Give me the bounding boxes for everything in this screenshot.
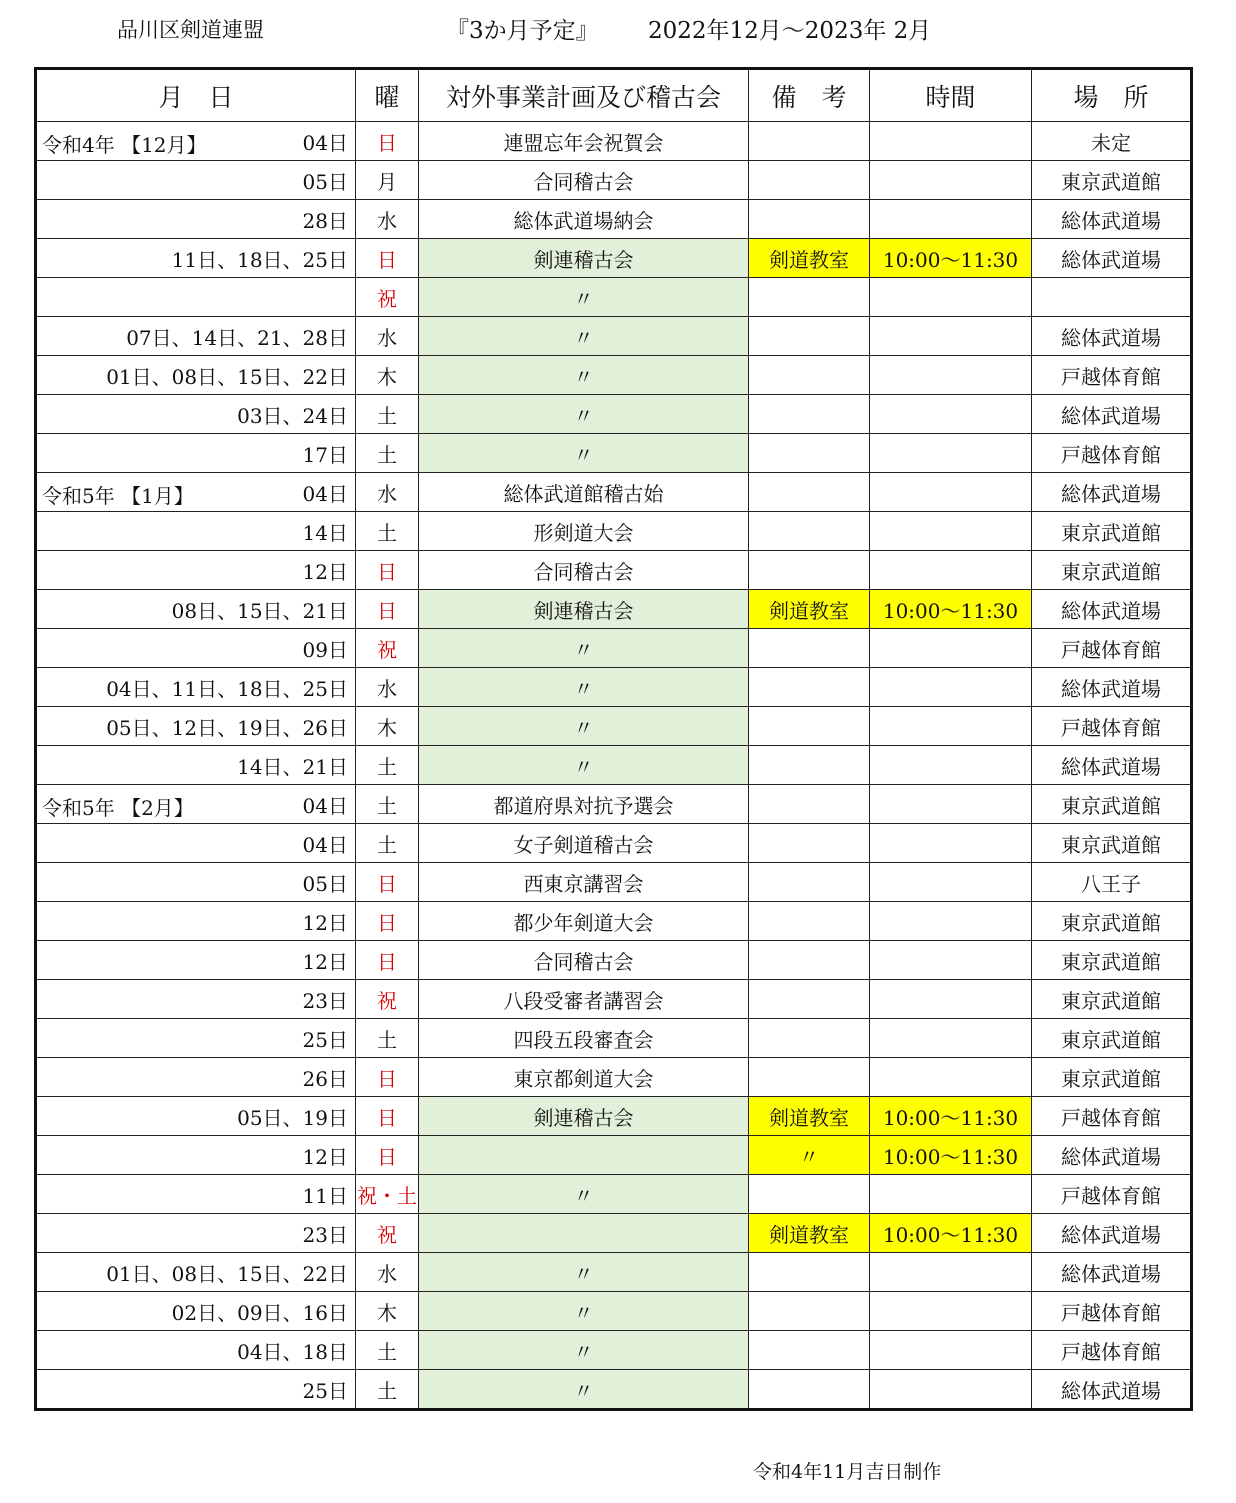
date-text: 12日 <box>302 559 348 584</box>
table-row <box>36 473 1192 512</box>
table-row <box>36 1097 1192 1136</box>
cell-event: 〃 <box>419 1253 749 1292</box>
cell-note <box>749 356 870 395</box>
cell-place: 総体武道場 <box>1032 473 1192 512</box>
table-row <box>36 356 1192 395</box>
cell-date <box>36 824 356 863</box>
cell-place: 総体武道場 <box>1032 395 1192 434</box>
cell-note: 剣道教室 <box>749 1214 870 1253</box>
cell-event: 〃 <box>419 356 749 395</box>
cell-time <box>870 863 1032 902</box>
cell-time <box>870 1370 1032 1410</box>
table-row <box>36 1331 1192 1370</box>
cell-event: 〃 <box>419 278 749 317</box>
cell-weekday: 土 <box>356 824 419 863</box>
cell-place: 東京武道館 <box>1032 941 1192 980</box>
table-row <box>36 395 1192 434</box>
cell-event: 女子剣道稽古会 <box>419 824 749 863</box>
cell-event: 〃 <box>419 434 749 473</box>
column-header-weekday: 曜 <box>356 69 419 122</box>
cell-place: 戸越体育館 <box>1032 1175 1192 1214</box>
cell-note <box>749 902 870 941</box>
cell-weekday: 月 <box>356 161 419 200</box>
cell-event: 〃 <box>419 746 749 785</box>
cell-time <box>870 200 1032 239</box>
date-text: 04日 <box>302 832 348 857</box>
cell-note: 剣道教室 <box>749 590 870 629</box>
date-text: 07日、14日、21、28日 <box>126 325 348 350</box>
column-header-time: 時間 <box>870 69 1032 122</box>
cell-date <box>36 980 356 1019</box>
cell-event: 総体武道館稽古始 <box>419 473 749 512</box>
cell-weekday: 水 <box>356 473 419 512</box>
cell-place: 総体武道場 <box>1032 1253 1192 1292</box>
cell-note <box>749 317 870 356</box>
cell-note <box>749 863 870 902</box>
date-text: 28日 <box>302 208 348 233</box>
date-text: 25日 <box>302 1027 348 1052</box>
cell-time <box>870 1019 1032 1058</box>
date-text: 11日、18日、25日 <box>171 247 348 272</box>
cell-event <box>419 1136 749 1175</box>
cell-weekday: 水 <box>356 200 419 239</box>
cell-note <box>749 395 870 434</box>
cell-date <box>36 278 356 317</box>
cell-place: 総体武道場 <box>1032 1136 1192 1175</box>
cell-date <box>36 317 356 356</box>
cell-weekday: 水 <box>356 317 419 356</box>
cell-event: 都少年剣道大会 <box>419 902 749 941</box>
date-text: 05日、19日 <box>237 1105 348 1130</box>
month-label: 令和4年 【12月】 <box>42 133 207 157</box>
cell-event: 〃 <box>419 707 749 746</box>
cell-time <box>870 668 1032 707</box>
cell-event: 都道府県対抗予選会 <box>419 785 749 824</box>
cell-place: 東京武道館 <box>1032 551 1192 590</box>
table-row <box>36 434 1192 473</box>
cell-place: 戸越体育館 <box>1032 707 1192 746</box>
cell-weekday: 日 <box>356 863 419 902</box>
table-row <box>36 1136 1192 1175</box>
cell-date <box>36 395 356 434</box>
table-row <box>36 512 1192 551</box>
cell-note <box>749 1370 870 1410</box>
cell-note <box>749 1292 870 1331</box>
cell-time <box>870 356 1032 395</box>
cell-place <box>1032 278 1192 317</box>
cell-note <box>749 629 870 668</box>
cell-time: 10:00〜11:30 <box>870 1136 1032 1175</box>
cell-weekday: 土 <box>356 746 419 785</box>
cell-event: 剣連稽古会 <box>419 590 749 629</box>
cell-place: 総体武道場 <box>1032 317 1192 356</box>
table-row <box>36 1019 1192 1058</box>
cell-weekday: 日 <box>356 902 419 941</box>
cell-weekday: 祝・土 <box>356 1175 419 1214</box>
table-header-row <box>36 69 1192 122</box>
date-text: 12日 <box>302 949 348 974</box>
date-text: 04日 <box>302 793 348 818</box>
cell-weekday: 土 <box>356 395 419 434</box>
date-text: 23日 <box>302 988 348 1013</box>
table-row <box>36 590 1192 629</box>
cell-weekday: 日 <box>356 1136 419 1175</box>
cell-weekday: 土 <box>356 434 419 473</box>
cell-note <box>749 1253 870 1292</box>
cell-date <box>36 785 356 824</box>
date-text: 12日 <box>302 1144 348 1169</box>
cell-note <box>749 551 870 590</box>
date-text: 08日、15日、21日 <box>171 598 348 623</box>
date-text: 14日、21日 <box>237 754 348 779</box>
cell-date <box>36 434 356 473</box>
date-text: 05日 <box>302 169 348 194</box>
cell-date <box>36 512 356 551</box>
cell-event: 東京都剣道大会 <box>419 1058 749 1097</box>
cell-weekday: 土 <box>356 512 419 551</box>
cell-weekday: 日 <box>356 551 419 590</box>
cell-date <box>36 590 356 629</box>
cell-event: 剣連稽古会 <box>419 1097 749 1136</box>
table-row <box>36 629 1192 668</box>
cell-date <box>36 746 356 785</box>
cell-event: 〃 <box>419 1331 749 1370</box>
cell-event: 〃 <box>419 668 749 707</box>
cell-date <box>36 161 356 200</box>
cell-note <box>749 941 870 980</box>
cell-time <box>870 707 1032 746</box>
cell-event: 西東京講習会 <box>419 863 749 902</box>
table-row <box>36 278 1192 317</box>
cell-note <box>749 746 870 785</box>
table-row <box>36 1175 1192 1214</box>
cell-date <box>36 707 356 746</box>
cell-weekday: 祝 <box>356 629 419 668</box>
cell-time: 10:00〜11:30 <box>870 1214 1032 1253</box>
column-header-event: 対外事業計画及び稽古会 <box>419 69 749 122</box>
table-row <box>36 785 1192 824</box>
cell-note <box>749 980 870 1019</box>
cell-date <box>36 902 356 941</box>
cell-date <box>36 1292 356 1331</box>
cell-note <box>749 122 870 161</box>
date-text: 04日、11日、18日、25日 <box>106 676 348 701</box>
month-label: 令和5年 【1月】 <box>42 484 194 508</box>
cell-date <box>36 473 356 512</box>
date-text: 17日 <box>302 442 348 467</box>
date-text: 26日 <box>302 1066 348 1091</box>
cell-date <box>36 1097 356 1136</box>
cell-time: 10:00〜11:30 <box>870 590 1032 629</box>
table-row <box>36 746 1192 785</box>
cell-note: 〃 <box>749 1136 870 1175</box>
cell-date <box>36 200 356 239</box>
cell-date <box>36 551 356 590</box>
cell-note <box>749 824 870 863</box>
cell-weekday: 土 <box>356 1331 419 1370</box>
table-row <box>36 1214 1192 1253</box>
cell-time <box>870 1058 1032 1097</box>
cell-note <box>749 200 870 239</box>
cell-weekday: 水 <box>356 668 419 707</box>
cell-weekday: 日 <box>356 122 419 161</box>
cell-time <box>870 512 1032 551</box>
cell-time <box>870 1175 1032 1214</box>
cell-note <box>749 473 870 512</box>
cell-date <box>36 941 356 980</box>
month-label: 令和5年 【2月】 <box>42 796 194 820</box>
cell-note: 剣道教室 <box>749 1097 870 1136</box>
cell-place: 東京武道館 <box>1032 902 1192 941</box>
date-text: 01日、08日、15日、22日 <box>106 1261 348 1286</box>
date-text: 09日 <box>302 637 348 662</box>
cell-weekday: 土 <box>356 785 419 824</box>
cell-place: 東京武道館 <box>1032 824 1192 863</box>
schedule-body <box>36 122 1192 1410</box>
date-text: 04日 <box>302 481 348 506</box>
cell-time <box>870 629 1032 668</box>
table-row <box>36 317 1192 356</box>
cell-weekday: 祝 <box>356 278 419 317</box>
table-row <box>36 902 1192 941</box>
cell-weekday: 日 <box>356 1058 419 1097</box>
date-text: 23日 <box>302 1222 348 1247</box>
cell-note <box>749 161 870 200</box>
cell-time <box>870 278 1032 317</box>
cell-time <box>870 902 1032 941</box>
cell-place: 東京武道館 <box>1032 1019 1192 1058</box>
table-row <box>36 161 1192 200</box>
cell-place: 東京武道館 <box>1032 980 1192 1019</box>
date-text: 11日 <box>302 1183 348 1208</box>
table-row <box>36 551 1192 590</box>
cell-note <box>749 707 870 746</box>
cell-place: 戸越体育館 <box>1032 1292 1192 1331</box>
cell-date <box>36 863 356 902</box>
cell-place: 東京武道館 <box>1032 785 1192 824</box>
table-row <box>36 1058 1192 1097</box>
cell-place: 総体武道場 <box>1032 746 1192 785</box>
cell-place: 戸越体育館 <box>1032 356 1192 395</box>
document-title: 『3か月予定』 <box>446 18 599 44</box>
cell-weekday: 木 <box>356 1292 419 1331</box>
cell-time <box>870 1331 1032 1370</box>
cell-date <box>36 629 356 668</box>
date-text: 12日 <box>302 910 348 935</box>
column-header-note: 備 考 <box>749 69 870 122</box>
cell-time <box>870 980 1032 1019</box>
cell-date <box>36 1253 356 1292</box>
cell-event: 八段受審者講習会 <box>419 980 749 1019</box>
cell-time <box>870 1292 1032 1331</box>
cell-time <box>870 1253 1032 1292</box>
cell-note <box>749 785 870 824</box>
date-text: 02日、09日、16日 <box>171 1300 348 1325</box>
table-row <box>36 200 1192 239</box>
date-text: 05日 <box>302 871 348 896</box>
cell-time <box>870 161 1032 200</box>
organization-name: 品川区剣道連盟 <box>117 18 264 42</box>
cell-place: 東京武道館 <box>1032 161 1192 200</box>
cell-time <box>870 434 1032 473</box>
cell-place: 総体武道場 <box>1032 239 1192 278</box>
cell-date <box>36 1175 356 1214</box>
table-row <box>36 707 1192 746</box>
cell-date <box>36 668 356 707</box>
cell-note <box>749 1175 870 1214</box>
date-text: 14日 <box>302 520 348 545</box>
cell-date <box>36 1370 356 1410</box>
cell-event: 〃 <box>419 629 749 668</box>
cell-time <box>870 395 1032 434</box>
date-text: 01日、08日、15日、22日 <box>106 364 348 389</box>
cell-event: 〃 <box>419 1175 749 1214</box>
cell-event: 連盟忘年会祝賀会 <box>419 122 749 161</box>
cell-date <box>36 122 356 161</box>
cell-event: 総体武道場納会 <box>419 200 749 239</box>
cell-place: 東京武道館 <box>1032 512 1192 551</box>
table-row <box>36 980 1192 1019</box>
cell-event: 四段五段審査会 <box>419 1019 749 1058</box>
cell-event: 〃 <box>419 1370 749 1410</box>
cell-note <box>749 1331 870 1370</box>
cell-weekday: 水 <box>356 1253 419 1292</box>
table-row <box>36 941 1192 980</box>
creation-note: 令和4年11月吉日制作 <box>753 1461 942 1483</box>
date-text: 25日 <box>302 1378 348 1403</box>
cell-place: 総体武道場 <box>1032 1214 1192 1253</box>
cell-weekday: 日 <box>356 239 419 278</box>
table-row <box>36 1253 1192 1292</box>
cell-weekday: 木 <box>356 707 419 746</box>
cell-date <box>36 239 356 278</box>
schedule-period: 2022年12月〜2023年 2月 <box>648 18 932 44</box>
cell-place: 東京武道館 <box>1032 1058 1192 1097</box>
cell-event: 合同稽古会 <box>419 161 749 200</box>
cell-date <box>36 1136 356 1175</box>
cell-time <box>870 785 1032 824</box>
cell-time <box>870 941 1032 980</box>
cell-event: 合同稽古会 <box>419 551 749 590</box>
table-row <box>36 824 1192 863</box>
cell-date <box>36 1331 356 1370</box>
cell-weekday: 祝 <box>356 980 419 1019</box>
cell-place: 総体武道場 <box>1032 1370 1192 1410</box>
cell-time: 10:00〜11:30 <box>870 1097 1032 1136</box>
cell-note <box>749 1058 870 1097</box>
cell-note <box>749 668 870 707</box>
cell-weekday: 日 <box>356 590 419 629</box>
cell-weekday: 祝 <box>356 1214 419 1253</box>
table-row <box>36 122 1192 161</box>
cell-note <box>749 434 870 473</box>
cell-time <box>870 824 1032 863</box>
cell-time <box>870 473 1032 512</box>
cell-place: 未定 <box>1032 122 1192 161</box>
cell-weekday: 土 <box>356 1019 419 1058</box>
date-text: 05日、12日、19日、26日 <box>106 715 348 740</box>
cell-place: 戸越体育館 <box>1032 1331 1192 1370</box>
cell-event: 〃 <box>419 317 749 356</box>
cell-event: 〃 <box>419 395 749 434</box>
cell-weekday: 日 <box>356 1097 419 1136</box>
table-row <box>36 1292 1192 1331</box>
cell-weekday: 日 <box>356 941 419 980</box>
cell-place: 戸越体育館 <box>1032 434 1192 473</box>
cell-event: 剣連稽古会 <box>419 239 749 278</box>
cell-place: 戸越体育館 <box>1032 629 1192 668</box>
cell-note <box>749 512 870 551</box>
cell-place: 総体武道場 <box>1032 590 1192 629</box>
cell-note <box>749 1019 870 1058</box>
schedule-table <box>34 67 1193 1411</box>
column-header-place: 場 所 <box>1032 69 1192 122</box>
cell-event: 〃 <box>419 1292 749 1331</box>
date-text: 04日 <box>302 130 348 155</box>
cell-time <box>870 746 1032 785</box>
cell-note <box>749 278 870 317</box>
cell-time <box>870 122 1032 161</box>
column-header-date: 月 日 <box>36 69 356 122</box>
cell-date <box>36 1214 356 1253</box>
cell-event <box>419 1214 749 1253</box>
cell-event: 形剣道大会 <box>419 512 749 551</box>
cell-time <box>870 551 1032 590</box>
cell-place: 総体武道場 <box>1032 668 1192 707</box>
cell-date <box>36 356 356 395</box>
cell-weekday: 土 <box>356 1370 419 1410</box>
cell-place: 戸越体育館 <box>1032 1097 1192 1136</box>
cell-date <box>36 1019 356 1058</box>
cell-place: 八王子 <box>1032 863 1192 902</box>
table-row <box>36 1370 1192 1410</box>
table-row <box>36 863 1192 902</box>
table-row <box>36 668 1192 707</box>
cell-time <box>870 317 1032 356</box>
cell-place: 総体武道場 <box>1032 200 1192 239</box>
date-text: 04日、18日 <box>237 1339 348 1364</box>
cell-weekday: 木 <box>356 356 419 395</box>
cell-date <box>36 1058 356 1097</box>
cell-event: 合同稽古会 <box>419 941 749 980</box>
date-text: 03日、24日 <box>237 403 348 428</box>
table-row <box>36 239 1192 278</box>
cell-note: 剣道教室 <box>749 239 870 278</box>
cell-time: 10:00〜11:30 <box>870 239 1032 278</box>
